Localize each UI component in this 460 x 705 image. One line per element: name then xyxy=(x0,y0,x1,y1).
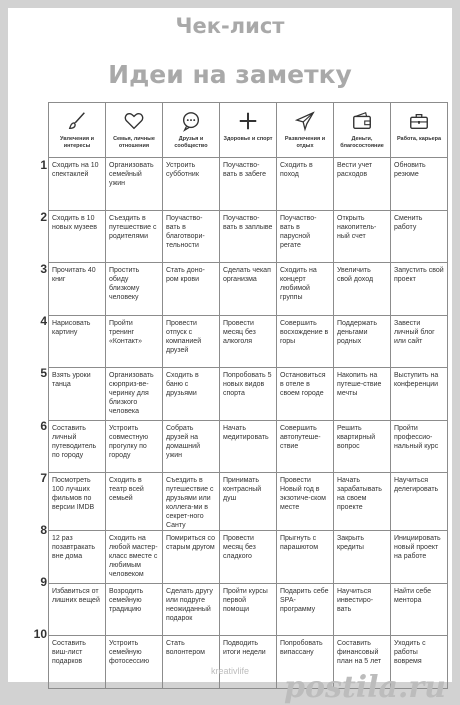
briefcase-icon xyxy=(408,110,430,132)
column-header-label: Развлечения и отдых xyxy=(284,136,326,149)
table-cell: 12 раз позавтракать вне дома xyxy=(49,531,106,584)
table-cell: Съездить в путешествие с друзьями или коллега-ми в секрет-ного Санту xyxy=(163,473,220,531)
table-cell: Открыть накопитель-ный счет xyxy=(334,210,391,263)
table-cell: Устроить семейную фотосессию xyxy=(106,636,163,689)
column-header-label: Здоровье и спорт xyxy=(223,136,273,142)
column-header xyxy=(163,103,220,158)
table-cell: Выступить на конференции xyxy=(391,368,448,421)
column-header xyxy=(334,103,391,158)
airplane-icon xyxy=(294,110,316,132)
row-number: 5 xyxy=(40,366,47,381)
column-header-label: Деньги, благосостояние xyxy=(340,136,384,149)
table-row xyxy=(49,368,448,421)
table-row xyxy=(49,531,448,584)
column-header-label: Увлечения и интересы xyxy=(60,136,94,149)
table-cell: Возродить семейную традицию xyxy=(106,583,163,636)
column-header-label: Друзья и сообщество xyxy=(174,136,208,149)
table-cell: Организовать семейный ужин xyxy=(106,158,163,211)
table-cell: Научиться делегировать xyxy=(391,473,448,531)
table-cell: Устроить совместную прогулку по городу xyxy=(106,420,163,473)
table-header-row xyxy=(49,103,448,158)
table-row xyxy=(49,420,448,473)
table-cell: Поучаство-вать в забеге xyxy=(220,158,277,211)
column-header xyxy=(49,103,106,158)
row-number: 6 xyxy=(40,418,47,433)
table-cell: Научиться инвестиро-вать xyxy=(334,583,391,636)
table-cell: Избавиться от лишних вещей xyxy=(49,583,106,636)
table-cell: Принимать контрасный душ xyxy=(220,473,277,531)
table-cell: Закрыть кредиты xyxy=(334,531,391,584)
table-cell: Провести месяц без сладкого xyxy=(220,531,277,584)
table-row xyxy=(49,158,448,211)
table-cell: Поучаство-вать в заплыве xyxy=(220,210,277,263)
table-cell: Инициировать новый проект на работе xyxy=(391,531,448,584)
table-cell: Завести личный блог или сайт xyxy=(391,315,448,368)
brush-icon xyxy=(66,110,88,132)
table-cell: Начать медитировать xyxy=(220,420,277,473)
page-title: Чек-лист xyxy=(175,14,285,38)
row-number: 9 xyxy=(40,574,47,589)
table-row xyxy=(49,210,448,263)
table-cell: Поддержать деньгами родных xyxy=(334,315,391,368)
table-cell: Вести учет расходов xyxy=(334,158,391,211)
table-cell: Сходить в баню с друзьями xyxy=(163,368,220,421)
table-row xyxy=(49,263,448,316)
table-cell: Пройти курсы первой помощи xyxy=(220,583,277,636)
table-cell: Попробовать 5 новых видов спорта xyxy=(220,368,277,421)
watermark: kreativlife xyxy=(210,666,249,676)
column-header xyxy=(277,103,334,158)
checklist-table xyxy=(48,102,448,689)
table-cell: Помириться со старым другом xyxy=(163,531,220,584)
table-cell: Сходить на 10 спектаклей xyxy=(49,158,106,211)
table-cell: Стать волонтером xyxy=(163,636,220,689)
page-subtitle: Идеи на заметку xyxy=(108,60,352,89)
table-cell: Обновить резюме xyxy=(391,158,448,211)
table-cell: Поучаство-вать в благотвори-тельности xyxy=(163,210,220,263)
table-cell: Устроить субботник xyxy=(163,158,220,211)
table-cell: Сходить на любой мастер-класс вместе с любимым человеком xyxy=(106,531,163,584)
table-cell: Взять уроки танца xyxy=(49,368,106,421)
table-cell: Съездить в путешествие с родителями xyxy=(106,210,163,263)
table-cell: Подарить себе SPA-программу xyxy=(277,583,334,636)
table-cell: Составить личный путеводитель по городу xyxy=(49,420,106,473)
table-cell: Совершить автопутеше-ствие xyxy=(277,420,334,473)
wallet-icon xyxy=(351,110,373,132)
table-cell: Нарисовать картину xyxy=(49,315,106,368)
table-row xyxy=(49,473,448,531)
column-header-label: Работа, карьера xyxy=(396,136,442,142)
table-cell: Увеличить свой доход xyxy=(334,263,391,316)
checklist-sheet xyxy=(8,8,452,682)
table-cell: Стать доно-ром крови xyxy=(163,263,220,316)
table-cell: Пройти тренинг «Контакт» xyxy=(106,315,163,368)
column-header-label: Семья, личные отношения xyxy=(113,136,155,149)
row-number: 3 xyxy=(40,262,47,277)
table-cell: Организовать сюрприз-ве-черинку для близкого человека xyxy=(106,368,163,421)
row-number: 4 xyxy=(40,314,47,329)
table-cell: Простить обиду близкому человеку xyxy=(106,263,163,316)
brand-logo: postila.ru xyxy=(283,670,446,705)
table-cell: Провести отпуск с компанией друзей xyxy=(163,315,220,368)
plus-icon xyxy=(237,110,259,132)
table-cell: Попробовать випассану xyxy=(277,636,334,689)
row-number: 8 xyxy=(40,522,47,537)
column-header xyxy=(220,103,277,158)
row-number: 7 xyxy=(40,470,47,485)
table-cell: Найти себе ментора xyxy=(391,583,448,636)
row-number: 10 xyxy=(33,626,47,641)
table-cell: Уходить с работы вовремя xyxy=(391,636,448,689)
table-cell: Сходить на концерт любимой группы xyxy=(277,263,334,316)
table-cell: Прыгнуть с парашютом xyxy=(277,531,334,584)
table-cell: Начать зарабатывать на своем проекте xyxy=(334,473,391,531)
table-cell: Прочитать 40 книг xyxy=(49,263,106,316)
table-body xyxy=(49,158,448,689)
table-cell: Провести Новый год в экзотиче-ском месте xyxy=(277,473,334,531)
table-cell: Сходить в театр всей семьей xyxy=(106,473,163,531)
table-cell: Составить финансовый план на 5 лет xyxy=(334,636,391,689)
table-cell: Накопить на путеше-ствие мечты xyxy=(334,368,391,421)
table-row xyxy=(49,315,448,368)
table-cell: Собрать друзей на домашний ужин xyxy=(163,420,220,473)
table-cell: Сходить в поход xyxy=(277,158,334,211)
table-row xyxy=(49,583,448,636)
table-cell: Сделать другу или подруге неожиданный подарок xyxy=(163,583,220,636)
table-cell: Подводить итоги недели xyxy=(220,636,277,689)
table-cell: Посмотреть 100 лучших фильмов по версии IMDB xyxy=(49,473,106,531)
table-cell: Решить квартирный вопрос xyxy=(334,420,391,473)
table-cell: Провести месяц без алкоголя xyxy=(220,315,277,368)
row-number: 2 xyxy=(40,210,47,225)
table-cell: Составить виш-лист подарков xyxy=(49,636,106,689)
row-number: 1 xyxy=(40,158,47,172)
column-header xyxy=(391,103,448,158)
table-cell: Запустить свой проект xyxy=(391,263,448,316)
table-cell: Сделать чекап организма xyxy=(220,263,277,316)
table-cell: Сходить в 10 новых музеев xyxy=(49,210,106,263)
table-cell: Пройти профессио-нальный курс xyxy=(391,420,448,473)
table-cell: Поучаство-вать в парусной регате xyxy=(277,210,334,263)
table-cell: Остановиться в отеле в своем городе xyxy=(277,368,334,421)
table-cell: Совершить восхождение в горы xyxy=(277,315,334,368)
column-header xyxy=(106,103,163,158)
heart-icon xyxy=(123,110,145,132)
table-cell: Сменить работу xyxy=(391,210,448,263)
chat-icon xyxy=(180,110,202,132)
